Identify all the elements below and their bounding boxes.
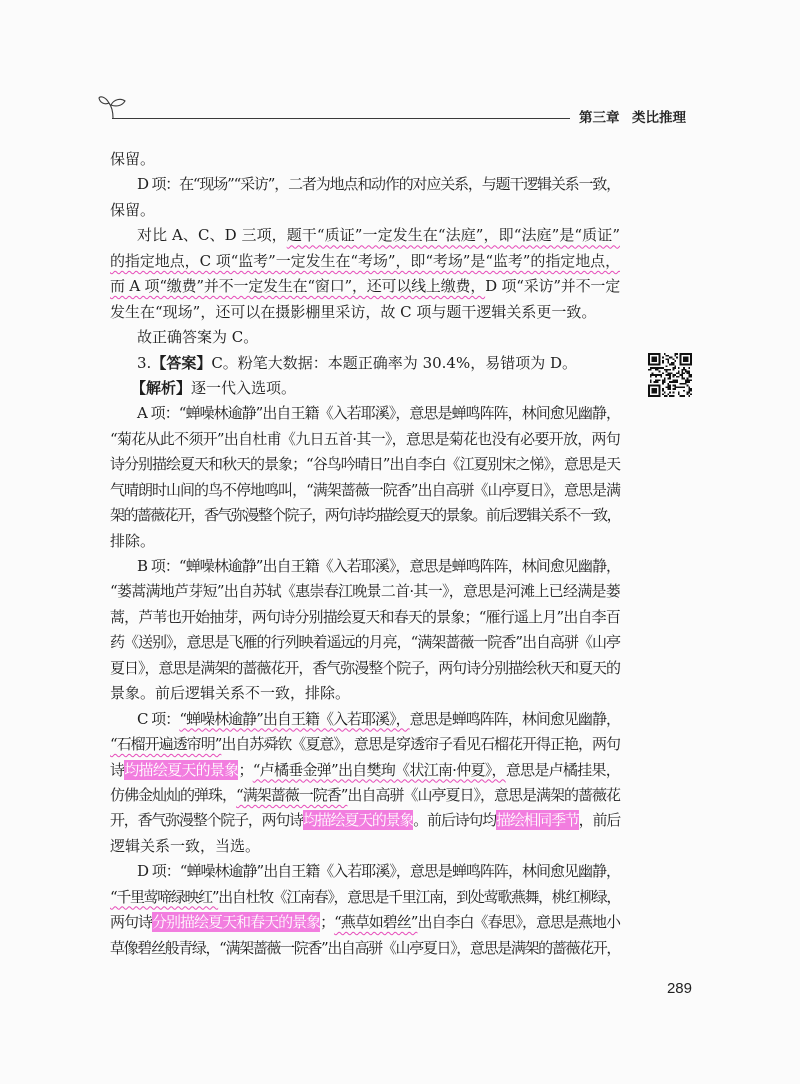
page-header: [0, 0, 800, 140]
text-line: [110, 223, 620, 248]
text-segment: 出自高骈《山亭夏日》，意思是满架的蔷薇花: [347, 785, 620, 804]
text-segment: 草像碧丝般青绿，“满架蔷薇一院香”出自高骈《山亭夏日》，意思是满架的蔷薇花开，: [110, 938, 620, 957]
text-segment: 逻辑关系一致，当选。: [110, 836, 261, 855]
text-segment: 。前后诗句均: [413, 811, 496, 830]
text-line: [110, 783, 620, 808]
text-segment: 诗分别描绘夏天和秋天的景象；“谷鸟吟晴日”出自李白《江夏别宋之悌》，意思是天: [110, 455, 620, 474]
text-segment: “菊花从此不须开”出自杜甫《九日五首·其一》，意思是菊花也没有必要开放，两句: [110, 429, 620, 448]
text-line: [110, 630, 620, 655]
text-line: [110, 808, 620, 833]
text-segment: 诗: [110, 760, 125, 779]
text-segment: 景象。前后逻辑关系不一致，排除。: [110, 684, 351, 703]
text-line: [110, 503, 620, 528]
underline-mark: 而 A 项“缴费”并不一定发生在“窗口”，还可以线上缴费，: [110, 277, 486, 296]
text-segment: D 项“采访”并不一定: [485, 277, 620, 296]
text-line: [110, 351, 620, 376]
text-segment: 出自苏舜钦《夏意》，意思是穿透帘子看见石榴花开得正艳，两句: [221, 735, 620, 754]
text-segment: D 项：在“现场”“采访”，二者为地点和动作的对应关系，与题干逻辑关系一致，: [137, 175, 620, 194]
underline-mark: “卢橘垂金弹”出自樊珣《状江南·仲夏》，: [252, 760, 506, 779]
question-number: 3.: [137, 353, 152, 372]
text-line: [110, 707, 620, 732]
text-segment: 发生在“现场”，还可以在摄影棚里采访，故 C 项与题干逻辑关系更一致。: [110, 302, 597, 321]
underline-mark: “蝉噪林逾静”出自王籍《入若耶溪》，: [179, 709, 410, 728]
text-segment: 两句诗: [110, 913, 153, 932]
text-segment: 对比 A、C、D 三项，: [137, 226, 287, 245]
underline-mark: 的指定地点，C 项“监考”一定发生在“考场”，即“考场”是“监考”的指定地点，: [110, 251, 620, 270]
text-line: [110, 427, 620, 452]
text-line: [110, 859, 620, 884]
text-line: [110, 936, 620, 961]
text-segment: 逐一代入选项。: [191, 378, 297, 397]
chapter-number: 第三章: [579, 110, 620, 126]
page-number: 289: [666, 980, 692, 997]
text-segment: 蒿，芦苇也开始抽芽，两句诗分别描绘夏天和春天的景象；“雁行遥上月”出自李百: [110, 607, 620, 626]
text-line: [110, 147, 620, 172]
text-line: [110, 198, 620, 223]
text-line: [110, 910, 620, 935]
underline-mark: 题干“质证”一定发生在“法庭”，即“法庭”是“质证”: [286, 226, 620, 245]
underline-mark: “燕草如碧丝”: [334, 913, 418, 932]
text-segment: A 项：“蝉噪林逾静”出自王籍《入若耶溪》，意思是蝉鸣阵阵，林间愈见幽静，: [137, 404, 620, 423]
header-rule: [112, 118, 570, 119]
text-line: [110, 172, 620, 197]
text-segment: 故正确答案为 C。: [137, 328, 259, 347]
text-line: [110, 732, 620, 757]
text-segment: 意思是蝉鸣阵阵，林间愈见幽静，: [409, 709, 620, 728]
qr-code[interactable]: [648, 353, 692, 397]
text-segment: C。粉笔大数据：本题正确率为 30.4%，易错项为 D。: [211, 353, 578, 372]
text-segment: C 项：: [137, 709, 180, 728]
text-segment: 排除。: [110, 531, 156, 550]
text-segment: 出自杜牧《江南春》，意思是千里江南，到处莺歌燕舞，桃红柳绿，: [218, 887, 620, 906]
text-segment: 开，香气弥漫整个院子，两句诗: [110, 811, 303, 830]
sprout-icon: [98, 92, 130, 119]
text-segment: “蒌蒿满地芦芽短”出自苏轼《惠崇春江晚景二首·其一》，意思是河滩上已经满是蒌: [110, 582, 620, 601]
text-segment: 保留。: [110, 150, 156, 168]
answer-label: 【答案】: [151, 353, 212, 372]
chapter-title: 类比推理: [632, 110, 686, 126]
text-line: [110, 376, 620, 401]
text-segment: 气晴朗时山间的鸟不停地鸣叫，“满架蔷薇一院香”出自高骈《山亭夏日》，意思是满: [110, 480, 620, 499]
text-line: [110, 300, 620, 325]
text-line: [110, 529, 620, 554]
highlight-mark: 描绘相同季节: [495, 811, 579, 830]
text-segment: 药《送别》，意思是飞雁的行列映着遥远的月亮，“满架蔷薇一院香”出自高骈《山亭: [110, 633, 620, 652]
text-line: [110, 401, 620, 426]
underline-mark: “满架蔷薇一院香”: [236, 785, 348, 804]
text-segment: 夏日》，意思是满架的蔷薇花开，香气弥漫整个院子，两句诗分别描绘秋天和夏天的: [110, 658, 620, 677]
text-segment: 仿佛金灿灿的弹珠，: [110, 785, 237, 804]
highlight-mark: 均描绘夏天的景象: [302, 811, 414, 830]
text-segment: ，前后: [578, 811, 620, 830]
text-segment: 保留。: [110, 200, 156, 219]
text-line: [110, 452, 620, 477]
text-line: [110, 554, 620, 579]
text-segment: ；: [320, 913, 335, 932]
text-line: [110, 605, 620, 630]
text-segment: B 项：“蝉噪林逾静”出自王籍《入若耶溪》，意思是蝉鸣阵阵，林间愈见幽静，: [137, 557, 620, 575]
underline-mark: “千里莺啼绿映红”: [110, 887, 219, 906]
text-line: [110, 579, 620, 604]
text-line: [110, 834, 620, 859]
underline-mark: “石榴开遍透帘明”: [110, 735, 222, 754]
text-segment: ；: [238, 760, 253, 779]
highlight-mark: 均描绘夏天的景象: [124, 760, 239, 779]
text-line: [110, 274, 620, 299]
text-segment: 架的蔷薇花开，香气弥漫整个院子，两句诗均描绘夏天的景象。前后逻辑关系不一致，: [110, 506, 620, 525]
text-line: [110, 758, 620, 783]
analysis-label: 【解析】: [131, 378, 192, 397]
text-segment: D 项：“蝉噪林逾静”出自王籍《入若耶溪》，意思是蝉鸣阵阵，林间愈见幽静，: [137, 862, 620, 881]
text-segment: 意思是卢橘挂果，: [505, 760, 620, 779]
text-line: [110, 656, 620, 681]
text-line: [110, 325, 620, 350]
text-line: [110, 681, 620, 706]
text-segment: 出自李白《春思》，意思是燕地小: [417, 913, 621, 932]
page-body: [110, 147, 620, 961]
highlight-mark: 分别描绘夏天和春天的景象: [152, 913, 321, 932]
text-line: [110, 478, 620, 503]
text-line: [110, 885, 620, 910]
text-line: [110, 249, 620, 274]
